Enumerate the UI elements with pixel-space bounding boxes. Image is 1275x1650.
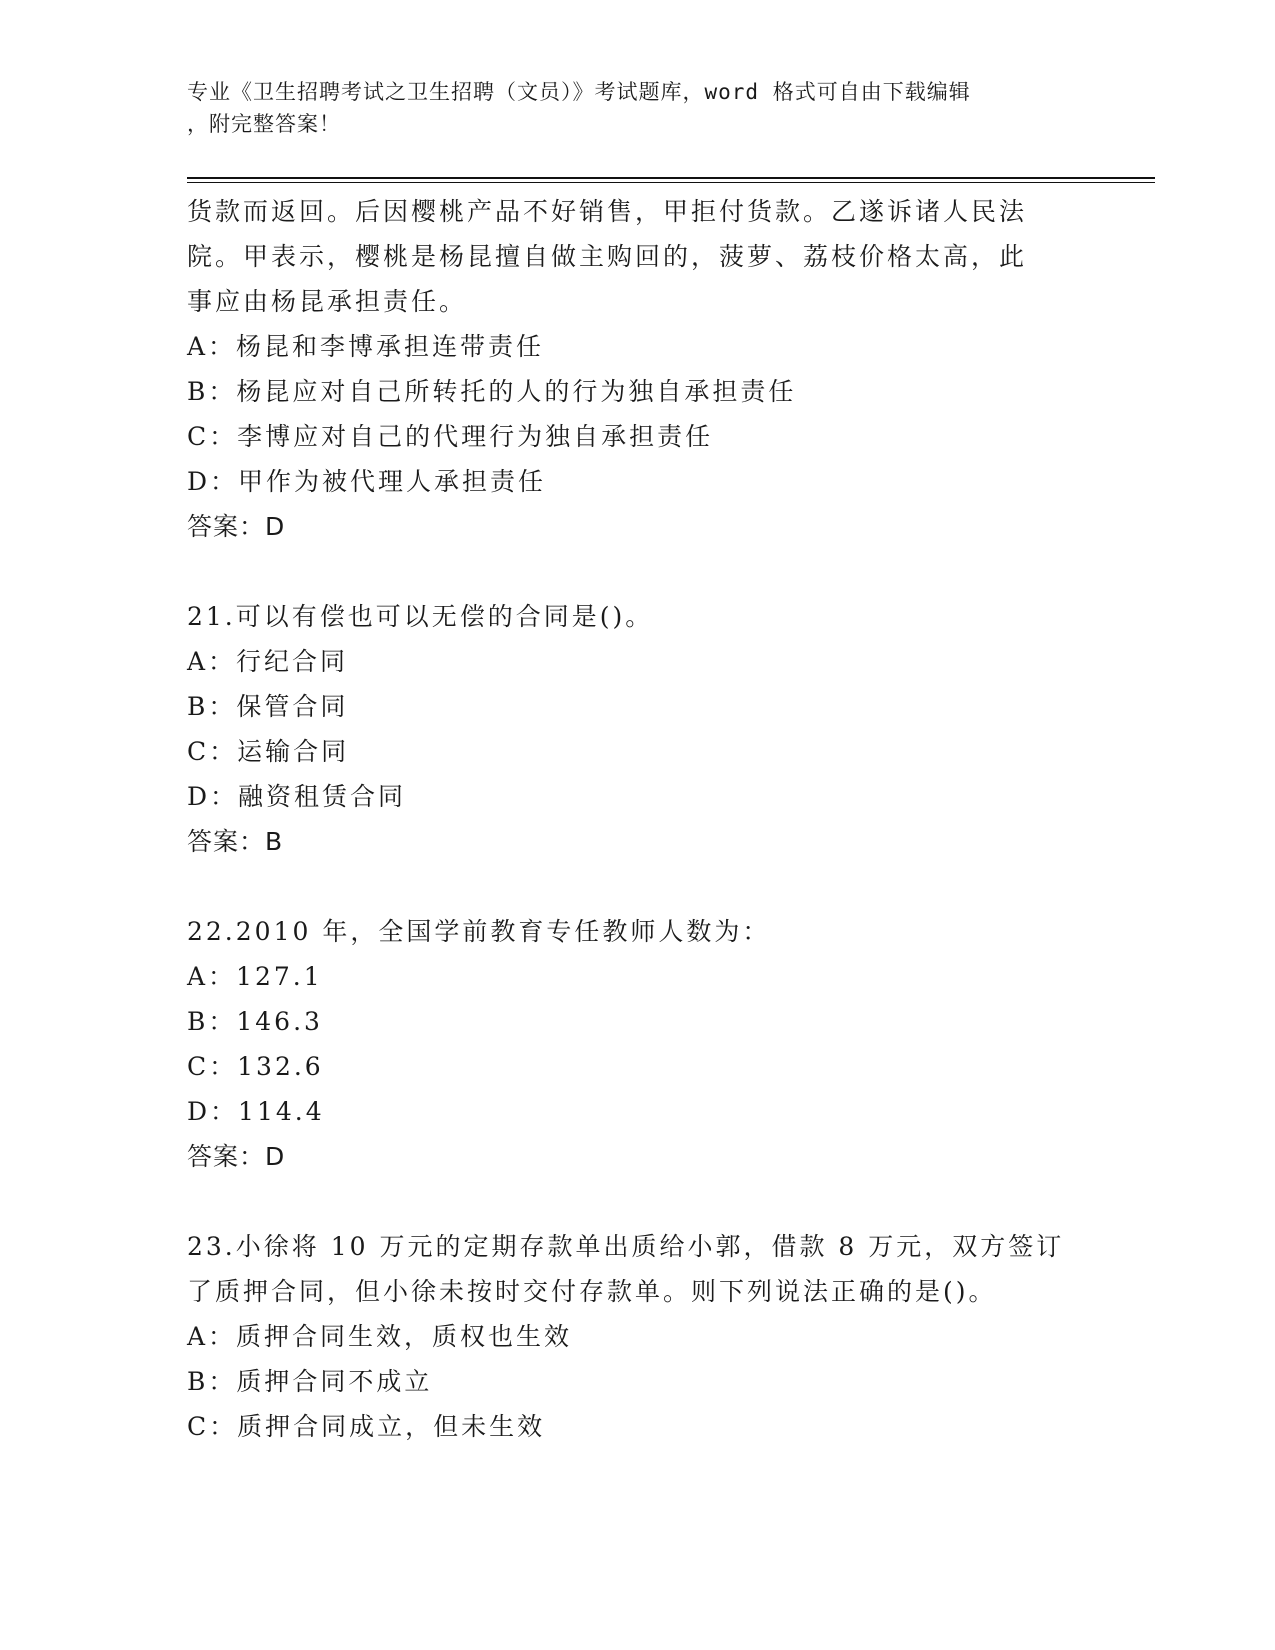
option-b: B：质押合同不成立 <box>187 1367 433 1396</box>
question-text-line: 院。甲表示，樱桃是杨昆擅自做主购回的，菠萝、荔枝价格太高，此 <box>187 242 1028 271</box>
question-text-line: 22.2010 年，全国学前教育专任教师人数为： <box>187 917 771 946</box>
option-a: A：质押合同生效，质权也生效 <box>187 1322 573 1351</box>
option-c: C：132.6 <box>187 1052 324 1081</box>
option-d: D：甲作为被代理人承担责任 <box>187 467 547 496</box>
option-a: A：行纪合同 <box>187 647 349 676</box>
option-d: D：融资租赁合同 <box>187 782 407 811</box>
question-text-line: 了质押合同，但小徐未按时交付存款单。则下列说法正确的是()。 <box>187 1277 997 1306</box>
option-b: B：保管合同 <box>187 692 349 721</box>
option-a: A：杨昆和李博承担连带责任 <box>187 332 545 361</box>
answer-label: 答案：D <box>187 1142 286 1171</box>
question-23 <box>187 1224 1087 1449</box>
question-text-line: 事应由杨昆承担责任。 <box>187 287 468 316</box>
answer-label: 答案：B <box>187 827 284 856</box>
option-c: C：运输合同 <box>187 737 350 766</box>
question-text-line: 23.小徐将 10 万元的定期存款单出质给小郭，借款 8 万元，双方签订 <box>187 1232 1065 1261</box>
header-rule-thin <box>187 182 1155 183</box>
option-c: C：李博应对自己的代理行为独自承担责任 <box>187 422 714 451</box>
option-b: B：146.3 <box>187 1007 323 1036</box>
question-text-line: 货款而返回。后因樱桃产品不好销售，甲拒付货款。乙遂诉诸人民法 <box>187 197 1028 226</box>
question-20-continued <box>187 189 1087 549</box>
question-text-line: 21.可以有偿也可以无偿的合同是()。 <box>187 602 654 631</box>
question-content <box>187 189 1087 1449</box>
option-b: B：杨昆应对自己所转托的人的行为独自承担责任 <box>187 377 797 406</box>
option-a: A：127.1 <box>187 962 323 991</box>
question-21 <box>187 594 1087 864</box>
option-c: C：质押合同成立，但未生效 <box>187 1412 546 1441</box>
answer-label: 答案：D <box>187 512 286 541</box>
header-line-2: ，附完整答案！ <box>187 112 341 136</box>
page-header <box>187 76 1067 140</box>
header-rule-thick <box>187 177 1155 179</box>
header-line-1: 专业《卫生招聘考试之卫生招聘（文员）》考试题库，word 格式可自由下载编辑 <box>187 80 971 104</box>
question-22 <box>187 909 1087 1179</box>
option-d: D：114.4 <box>187 1097 325 1126</box>
